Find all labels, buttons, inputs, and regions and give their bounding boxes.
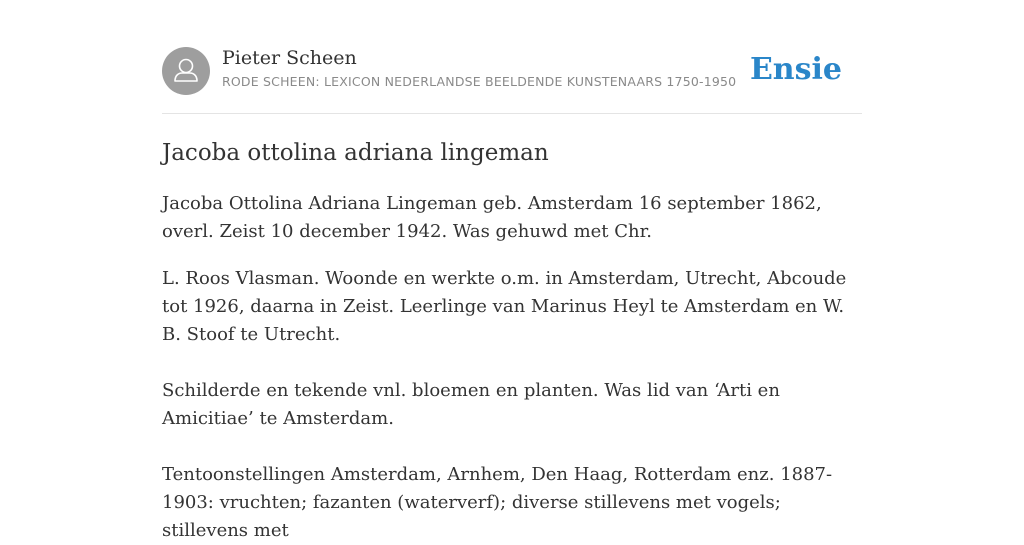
header-divider <box>162 113 862 114</box>
paragraph: L. Roos Vlasman. Woonde en werkte o.m. in Amsterdam, Utrecht, Abcoude tot 1926, daarna in Zeist. Leerlinge van Marinus Heyl te Amsterdam en W. B. Stoof te Utrecht. <box>162 268 847 345</box>
user-icon[interactable] <box>162 47 210 95</box>
source-title[interactable]: RODE SCHEEN: LEXICON NEDERLANDSE BEELDENDE KUNSTENAARS 1750-1950 <box>222 74 737 89</box>
article-header <box>162 46 862 96</box>
paragraph: Jacoba Ottolina Adriana Lingeman geb. Amsterdam 16 september 1862, overl. Zeist 10 december 1942. Was gehuwd met Chr. <box>162 193 822 242</box>
paragraph: Tentoonstellingen Amsterdam, Arnhem, Den Haag, Rotterdam enz. 1887-1903: vruchten; fazanten (waterverf); diverse stillevens met vogels; stillevens met <box>162 464 833 541</box>
author-name[interactable]: Pieter Scheen <box>222 47 357 69</box>
paragraph: Schilderde en tekende vnl. bloemen en planten. Was lid van ‘Arti en Amicitiae’ te Amsterdam. <box>162 380 780 429</box>
page-title: Jacoba ottolina adriana lingeman <box>162 140 549 166</box>
article-body <box>162 190 864 545</box>
brand-logo[interactable]: Ensie <box>749 52 842 87</box>
